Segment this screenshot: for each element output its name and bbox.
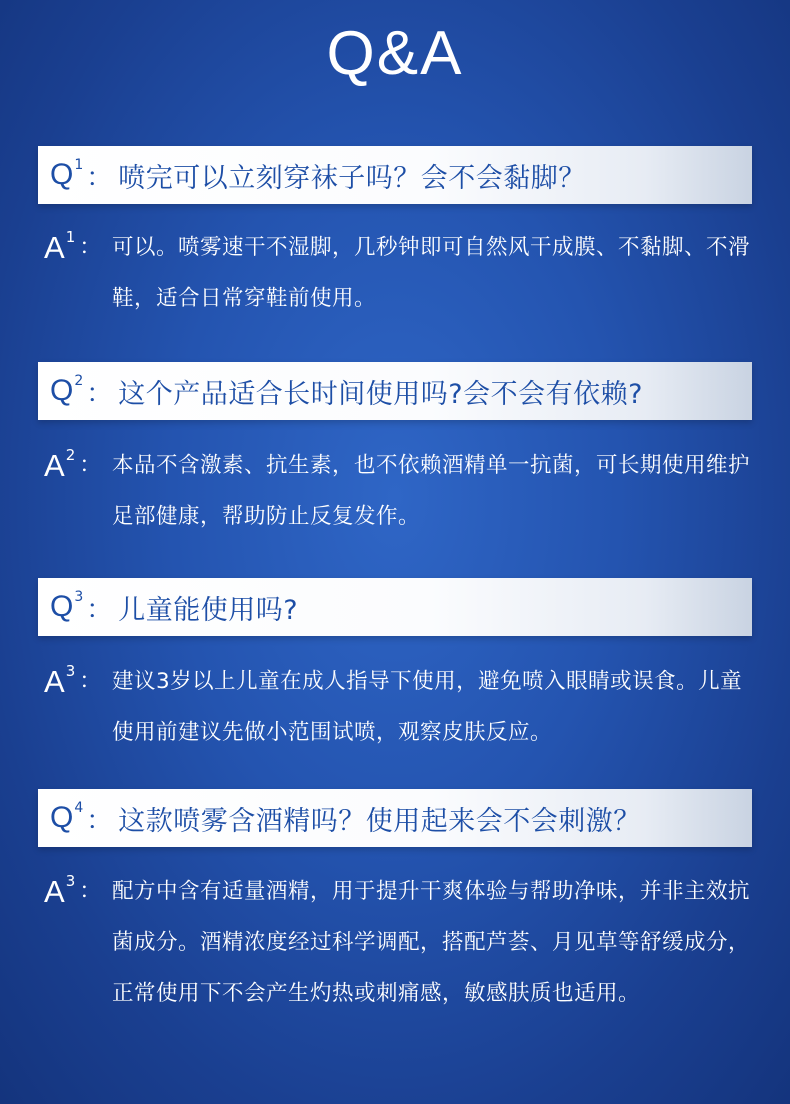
question-bar-4 bbox=[38, 789, 752, 847]
question-letter: Q bbox=[50, 158, 74, 191]
answer-letter: A bbox=[44, 448, 65, 483]
answer-text: 可以。喷雾速干不湿脚，几秒钟即可自然风干成膜、不黏脚、不滑鞋，适合日常穿鞋前使用。 bbox=[112, 235, 751, 311]
question-letter: Q bbox=[50, 801, 74, 834]
question-text: 这个产品适合长时间使用吗?会不会有依赖? bbox=[118, 378, 643, 410]
question-colon: ： bbox=[86, 378, 113, 409]
question-bar-1 bbox=[38, 146, 752, 204]
question-text: 儿童能使用吗? bbox=[118, 594, 299, 626]
answer-colon: ： bbox=[79, 669, 102, 694]
answer-block-2 bbox=[44, 446, 754, 542]
answer-letter: A bbox=[44, 874, 65, 909]
answer-number: 3 bbox=[65, 662, 76, 680]
question-text: 喷完可以立刻穿袜子吗？会不会黏脚？ bbox=[118, 162, 586, 194]
question-number: 2 bbox=[74, 373, 84, 389]
question-text: 这款喷雾含酒精吗？使用起来会不会刺激？ bbox=[118, 805, 641, 837]
answer-block-1 bbox=[44, 228, 754, 324]
question-number: 1 bbox=[74, 157, 84, 173]
answer-text: 本品不含激素、抗生素，也不依赖酒精单一抗菌，可长期使用维护足部健康，帮助防止反复发作。 bbox=[112, 453, 751, 529]
question-letter: Q bbox=[50, 374, 74, 407]
answer-number: 3 bbox=[65, 872, 76, 890]
answer-label bbox=[44, 872, 112, 1019]
answer-number: 1 bbox=[65, 228, 76, 246]
page-title: Q&A bbox=[326, 19, 464, 88]
answer-label bbox=[44, 228, 112, 324]
answer-label bbox=[44, 662, 112, 758]
answer-block-4 bbox=[44, 872, 754, 1019]
answer-colon: ： bbox=[79, 235, 102, 260]
answer-block-3 bbox=[44, 662, 754, 758]
question-number: 4 bbox=[74, 800, 84, 816]
answer-text: 建议3岁以上儿童在成人指导下使用，避免喷入眼睛或误食。儿童使用前建议先做小范围试喷，观察皮肤反应。 bbox=[112, 669, 743, 745]
question-colon: ： bbox=[86, 805, 113, 836]
question-colon: ： bbox=[86, 594, 113, 625]
answer-letter: A bbox=[44, 664, 65, 699]
answer-text: 配方中含有适量酒精，用于提升干爽体验与帮助净味，并非主效抗菌成分。酒精浓度经过科学调配，搭配芦荟、月见草等舒缓成分，正常使用下不会产生灼热或刺痛感，敏感肤质也适用。 bbox=[112, 879, 751, 1006]
answer-colon: ： bbox=[79, 453, 102, 478]
answer-letter: A bbox=[44, 230, 65, 265]
question-colon: ： bbox=[86, 162, 113, 193]
question-bar-2 bbox=[38, 362, 752, 420]
answer-number: 2 bbox=[65, 446, 76, 464]
question-bar-3 bbox=[38, 578, 752, 636]
answer-colon: ： bbox=[79, 879, 102, 904]
question-letter: Q bbox=[50, 590, 74, 623]
question-number: 3 bbox=[74, 589, 84, 605]
answer-label bbox=[44, 446, 112, 542]
